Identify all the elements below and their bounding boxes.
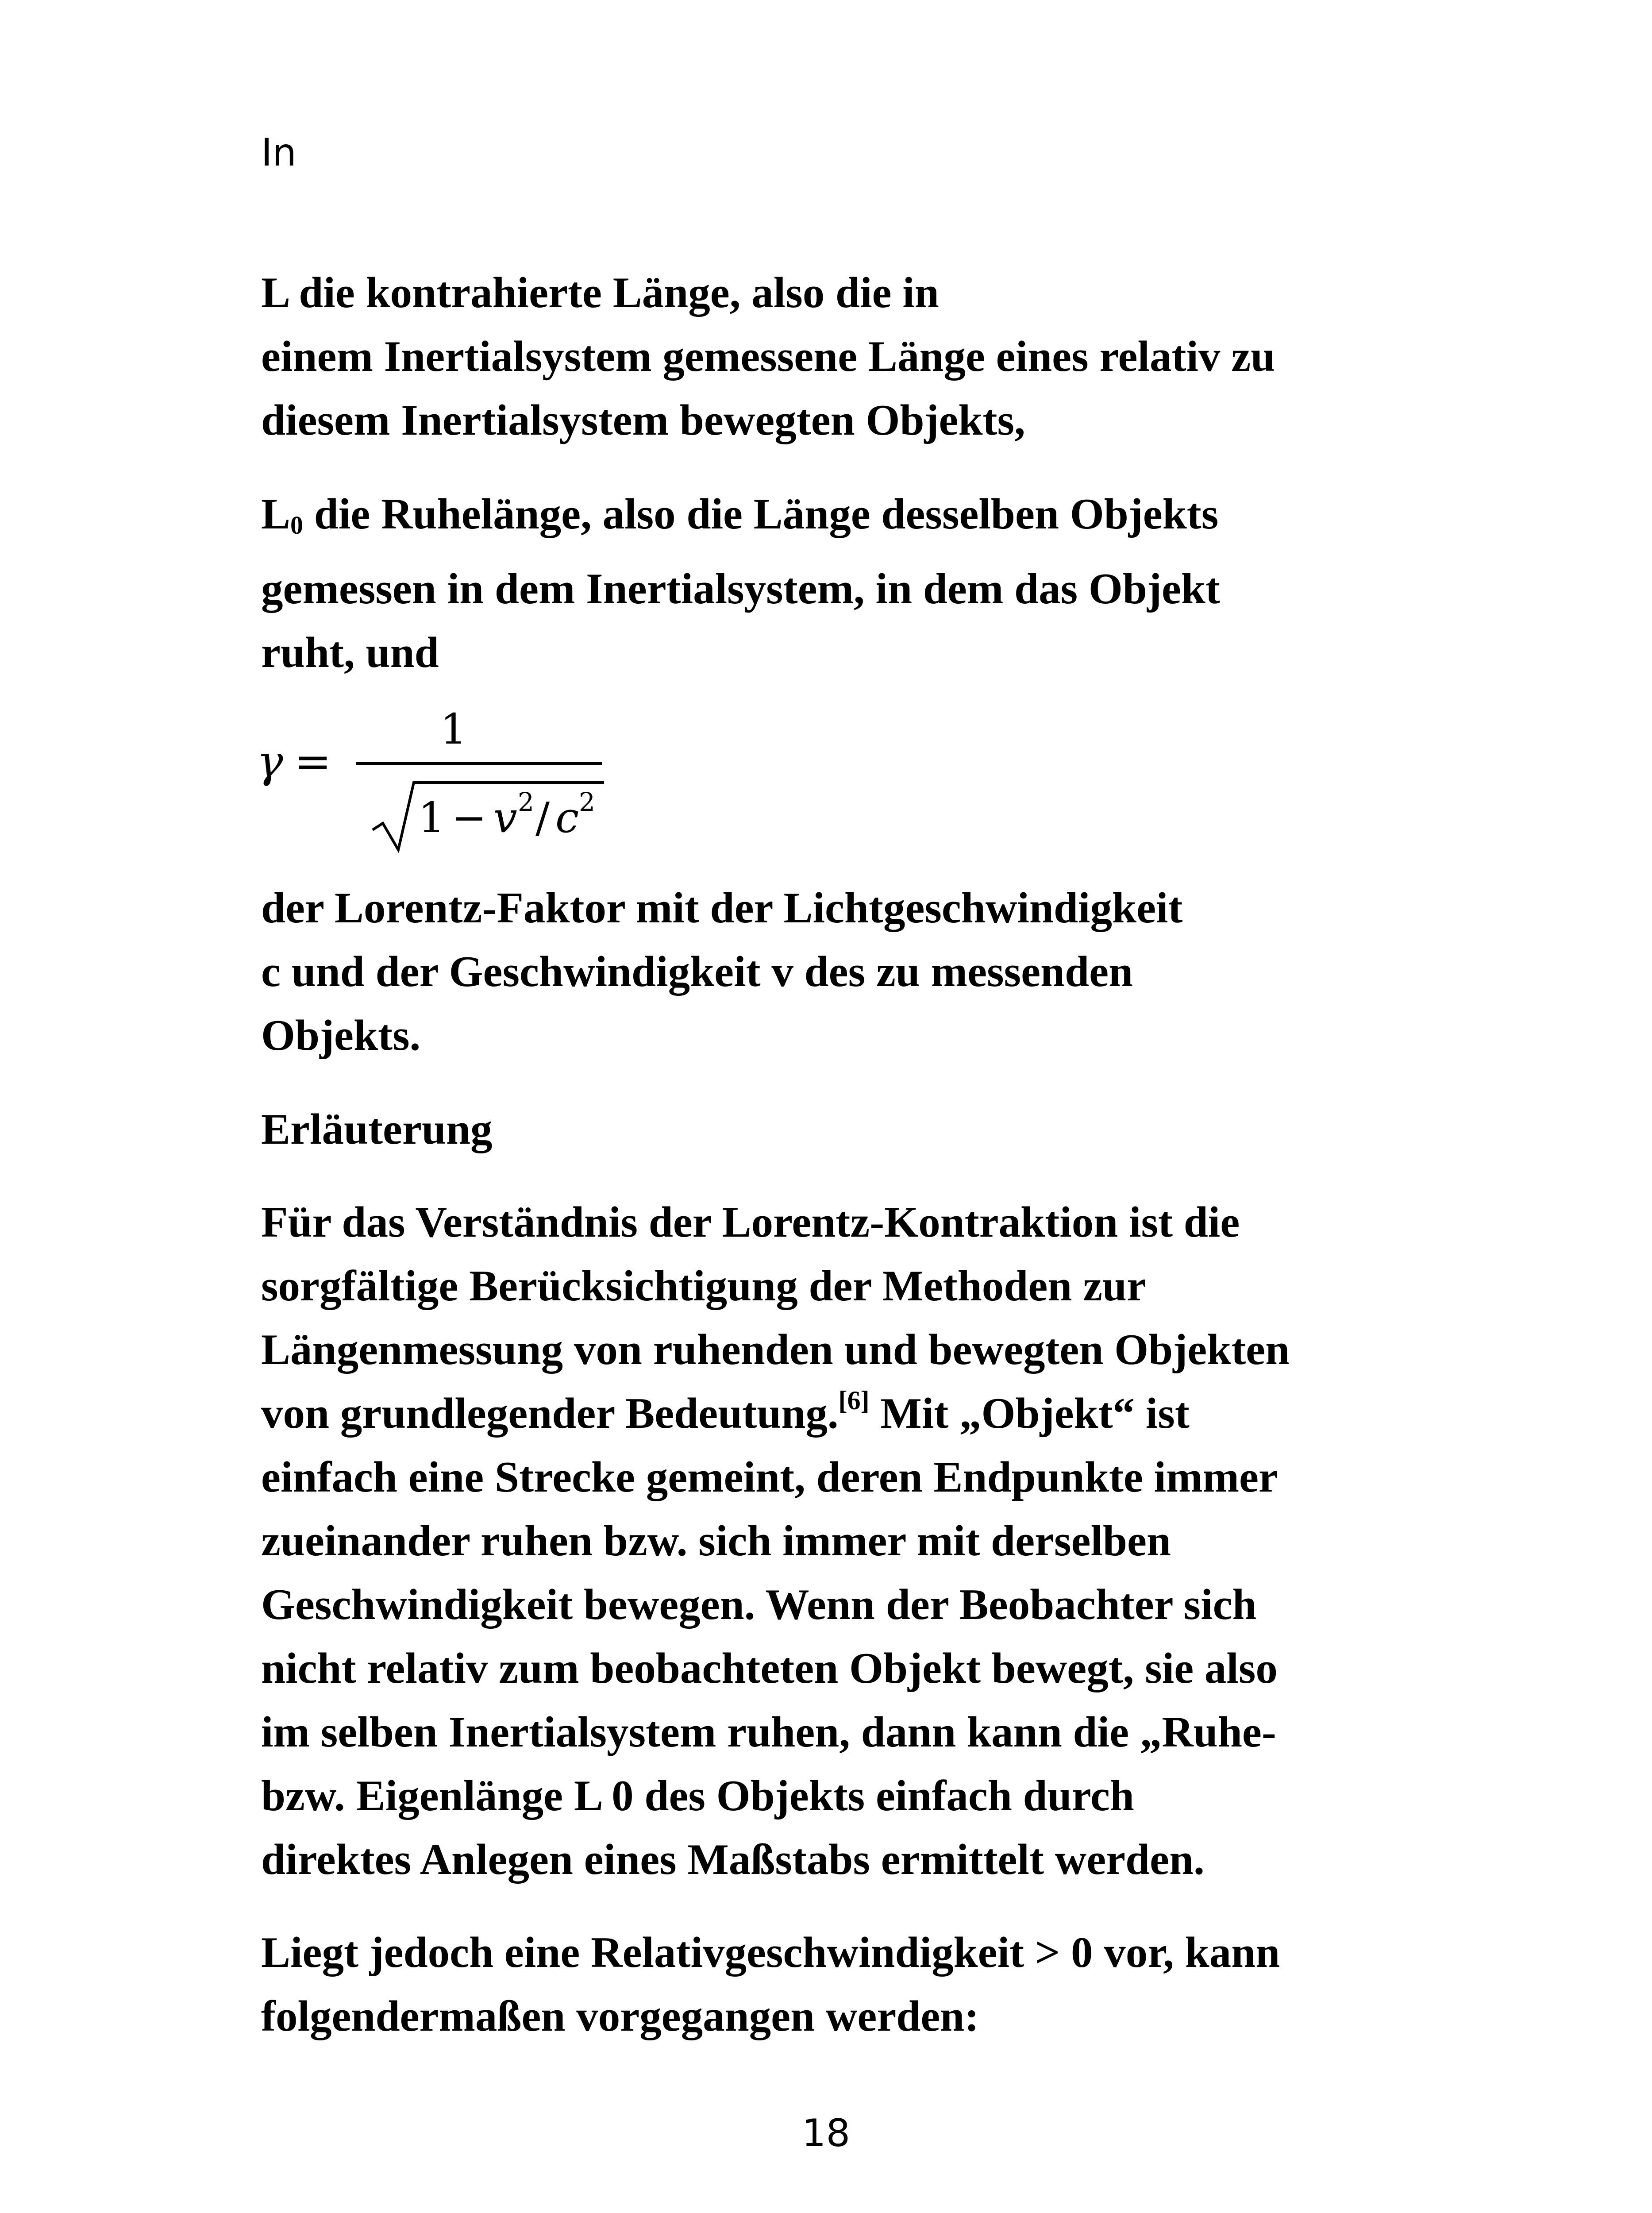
symbol-l: L — [261, 490, 291, 538]
lorentz-factor-formula — [257, 704, 620, 854]
light-speed-exponent: 2 — [579, 787, 595, 817]
paragraph-contracted-length — [261, 261, 1438, 452]
text-line: c und der Geschwindigkeit v des zu messenden — [261, 948, 1133, 996]
velocity-exponent: 2 — [518, 787, 534, 817]
equals-sign: = — [294, 736, 331, 787]
subscript-zero: 0 — [290, 511, 304, 540]
text-line: Geschwindigkeit bewegen. Wenn der Beobachter sich — [261, 1581, 1257, 1629]
paragraph-lorentz-factor — [261, 876, 1438, 1068]
paragraph-rest-length — [261, 482, 1438, 685]
text-line: zueinander ruhen bzw. sich immer mit derselben — [261, 1517, 1171, 1565]
text-line: folgendermaßen vorgegangen werden: — [261, 1992, 979, 2040]
text-line: direktes Anlegen eines Maßstabs ermittelt werden. — [261, 1835, 1205, 1884]
text-line: Mit „Objekt“ ist — [869, 1389, 1190, 1438]
text-line: ruht, und — [261, 628, 439, 677]
light-speed-symbol: c — [555, 794, 579, 842]
text-line: gemessen in dem Inertialsystem, in dem das Objekt — [261, 565, 1220, 613]
text-line: einem Inertialsystem gemessene Länge eines relativ zu — [261, 332, 1275, 381]
text-line: einfach eine Strecke gemeint, deren Endpunkte immer — [261, 1453, 1278, 1501]
page-number: 18 — [801, 2111, 851, 2155]
text-line: von grundlegender Bedeutung. — [261, 1389, 839, 1438]
text-line: im selben Inertialsystem ruhen, dann kann die „Ruhe- — [261, 1708, 1276, 1756]
text-line: nicht relativ zum beobachteten Objekt bewegt, sie also — [261, 1644, 1278, 1693]
fraction-numerator: 1 — [440, 705, 467, 754]
text-line: der Lorentz-Faktor mit der Lichtgeschwindigkeit — [261, 884, 1183, 932]
text-line: die Ruhelänge, also die Länge desselben Objekts — [303, 490, 1219, 538]
text-line: Für das Verständnis der Lorentz-Kontraktion ist die — [261, 1198, 1240, 1246]
citation-reference[interactable]: [6] — [838, 1386, 870, 1415]
paragraph-relative-velocity — [261, 1921, 1438, 2048]
radicand-one: 1 — [418, 794, 445, 842]
text-line: sorgfältige Berücksichtigung der Methoden zur — [261, 1262, 1147, 1310]
body-text — [261, 261, 1438, 2040]
text-line: diesem Inertialsystem bewegten Objekts, — [261, 396, 1025, 444]
text-line: Objekts. — [261, 1011, 421, 1060]
gamma-symbol: γ — [257, 736, 283, 787]
velocity-symbol: v — [493, 794, 517, 842]
text-line: Liegt jedoch eine Relativgeschwindigkeit > 0 vor, kann — [261, 1928, 1280, 1977]
section-heading: Erläuterung — [261, 1105, 493, 1153]
text-line: L die kontrahierte Länge, also die in — [261, 269, 939, 317]
division-slash: / — [535, 794, 550, 842]
running-head: In — [261, 131, 297, 175]
text-line: bzw. Eigenlänge L 0 des Objekts einfach durch — [261, 1772, 1134, 1820]
text-line: Längenmessung von ruhenden und bewegten Objekten — [261, 1326, 1290, 1374]
paragraph-explanation — [261, 1191, 1438, 1892]
minus-sign: − — [451, 794, 487, 842]
